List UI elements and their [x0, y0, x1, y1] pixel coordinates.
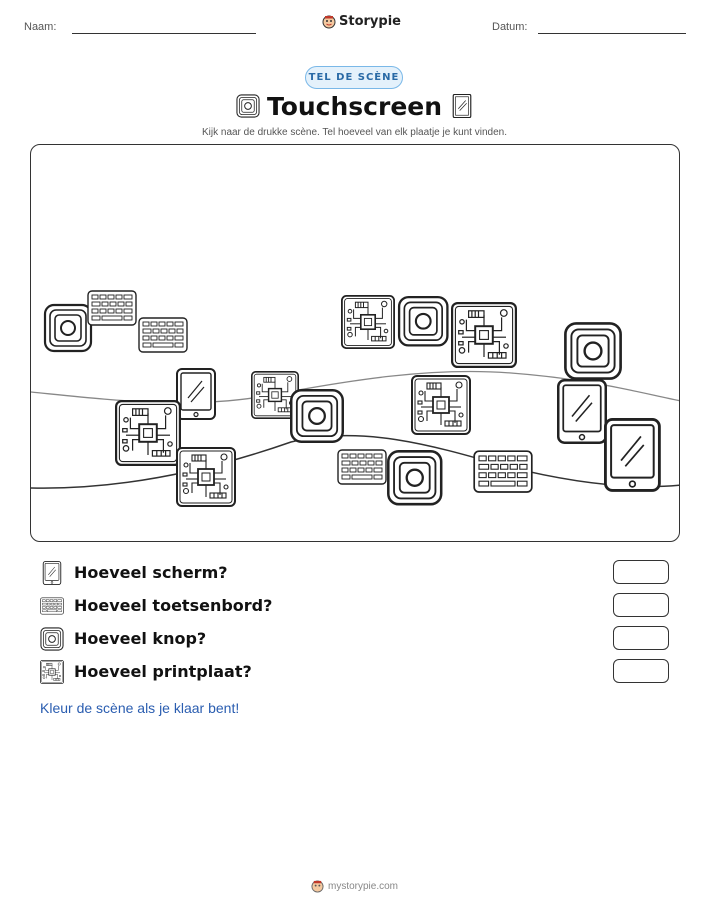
question-text: Hoeveel knop?	[74, 629, 207, 648]
storypie-mascot-icon	[311, 880, 324, 893]
name-label: Naam:	[24, 21, 57, 33]
question-text: Hoeveel toetsenbord?	[74, 596, 273, 615]
keyboard-icon	[40, 594, 64, 618]
scene-tablet	[558, 380, 606, 443]
coloring-note: Kleur de scène als je klaar bent!	[40, 700, 240, 716]
activity-badge: TEL DE SCÈNE	[305, 66, 403, 89]
question-scherm	[40, 560, 670, 586]
site-footer	[0, 880, 709, 893]
circuit-board-icon	[40, 660, 64, 684]
brand-logo	[322, 14, 401, 29]
scene-tablet	[605, 419, 659, 490]
brand-name: Storypie	[339, 14, 401, 29]
scene-keyboard	[139, 318, 187, 352]
button-icon	[40, 627, 64, 651]
scene-keyboard	[88, 291, 136, 325]
date-line[interactable]	[538, 33, 686, 34]
question-knop	[40, 626, 670, 652]
question-text: Hoeveel printplaat?	[74, 662, 252, 681]
scene-circuit-board	[177, 448, 235, 506]
scene-button	[565, 323, 620, 378]
question-toetsenbord	[40, 593, 670, 619]
storypie-mascot-icon	[322, 15, 336, 29]
scene-button	[45, 305, 91, 351]
scene-keyboard	[338, 450, 386, 484]
scene-circuit-board	[452, 303, 516, 367]
tablet-icon	[40, 561, 64, 585]
date-label: Datum:	[492, 21, 528, 33]
scene-button	[291, 390, 343, 442]
question-printplaat	[40, 659, 670, 685]
scene-circuit-board	[116, 401, 180, 465]
question-text: Hoeveel scherm?	[74, 563, 228, 582]
answer-box-knop[interactable]	[613, 626, 669, 650]
scene-circuit-board	[412, 376, 470, 434]
instructions: Kijk naar de drukke scène. Tel hoeveel van elk plaatje je kunt vinden.	[201, 127, 507, 138]
scene-keyboard	[474, 451, 532, 492]
scene-tablet	[177, 369, 215, 419]
answer-box-printplaat[interactable]	[613, 659, 669, 683]
page-title: Touchscreen	[266, 92, 443, 121]
counting-scene	[30, 144, 680, 542]
answer-box-scherm[interactable]	[613, 560, 669, 584]
answer-box-toetsenbord[interactable]	[613, 593, 669, 617]
name-line[interactable]	[72, 33, 256, 34]
tablet-icon	[450, 94, 474, 118]
scene-button	[388, 451, 441, 504]
scene-button	[399, 297, 447, 345]
site-url[interactable]: mystorypie.com	[327, 881, 398, 892]
scene-circuit-board	[342, 296, 394, 348]
